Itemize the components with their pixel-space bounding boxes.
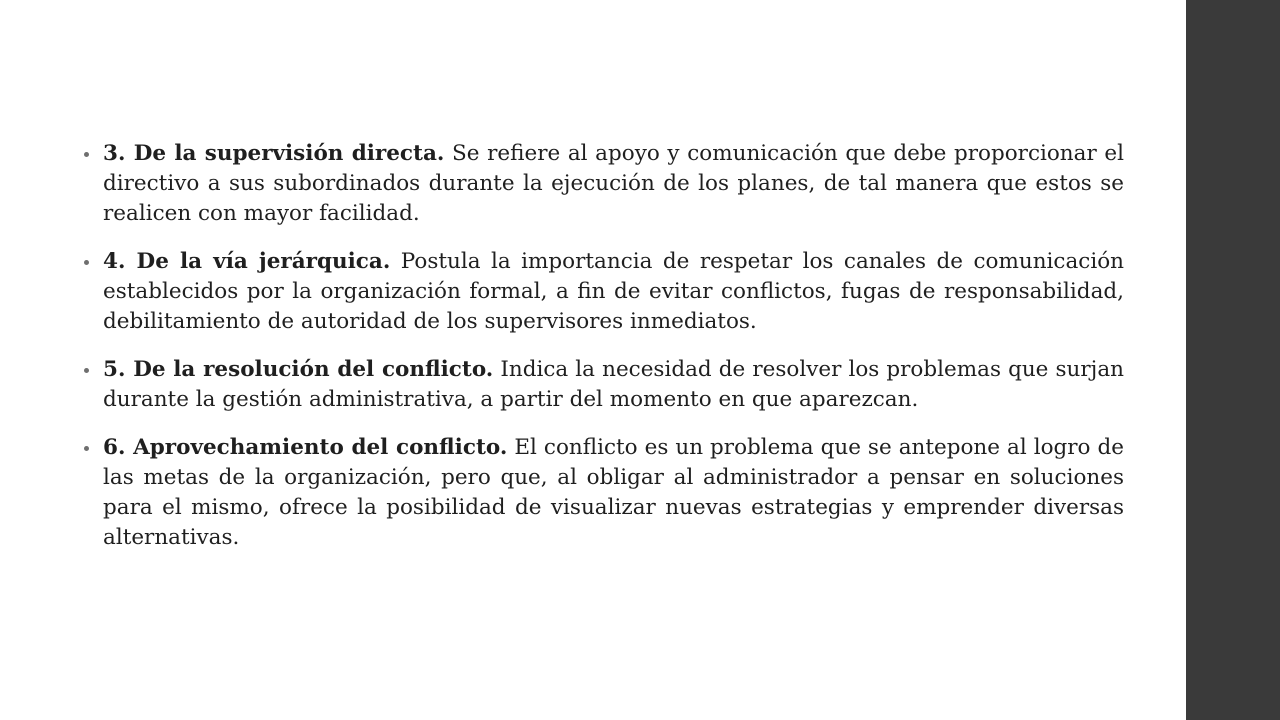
item-title: 3. De la supervisión directa. xyxy=(103,141,445,166)
bullet-item-aprovechamiento-conflicto xyxy=(84,433,1124,553)
bullet-dot-icon xyxy=(84,446,89,451)
item-body: Indica la necesidad de resolver los problemas que surjan durante la gestión administrativa, a partir del momento en que aparezcan. xyxy=(103,357,1124,412)
item-body: Se refiere al apoyo y comunicación que debe proporcionar el directivo a sus subordinados durante la ejecución de los planes, de tal manera que estos se realicen con mayor facilidad. xyxy=(103,141,1124,226)
item-title: 4. De la vía jerárquica. xyxy=(103,249,391,274)
bullet-item-resolucion-conflicto xyxy=(84,355,1124,415)
item-title: 5. De la resolución del conflicto. xyxy=(103,357,494,382)
item-body: Postula la importancia de respetar los canales de comunicación establecidos por la organización formal, a fin de evitar conflictos, fugas de responsabilidad, debilitamiento de autoridad de los supervisores inmediatos. xyxy=(103,249,1124,334)
item-body: El conflicto es un problema que se antepone al logro de las metas de la organización, pero que, al obligar al administrador a pensar en soluciones para el mismo, ofrece la posibilidad de visualizar nuevas estrategias y emprender diversas alternativas. xyxy=(103,435,1124,550)
bullet-dot-icon xyxy=(84,368,89,373)
bullet-item-via-jerarquica xyxy=(84,247,1124,337)
item-title: 6. Aprovechamiento del conflicto. xyxy=(103,435,508,460)
bullet-dot-icon xyxy=(84,152,89,157)
side-panel xyxy=(1186,0,1280,720)
bullet-item-supervision-directa xyxy=(84,139,1124,229)
bullet-dot-icon xyxy=(84,260,89,265)
bullet-list xyxy=(84,139,1124,571)
